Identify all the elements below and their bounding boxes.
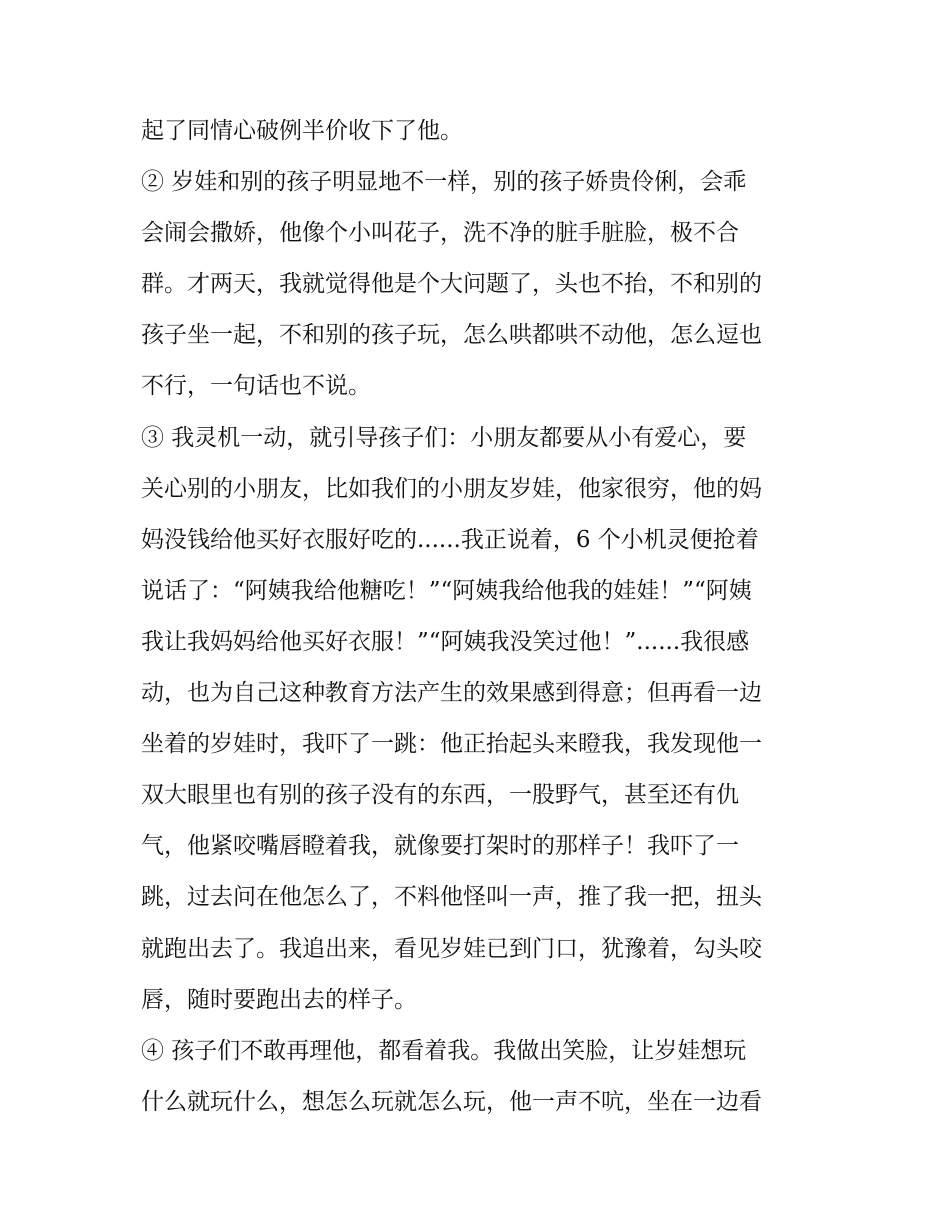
text-line: 气，他紧咬嘴唇瞪着我，就像要打架时的那样子！我吓了一 [141,833,739,860]
text-line: 坐着的岁娃时，我吓了一跳：他正抬起头来瞪我，我发现他一 [141,731,762,758]
text-line: 孩子坐一起，不和别的孩子玩，怎么哄都哄不动他，怎么逗也 [141,322,762,349]
text-line: 唇，随时要跑出去的样子。 [141,986,417,1013]
text-line: 什么就玩什么，想怎么玩就怎么玩，他一声不吭，坐在一边看 [141,1088,762,1115]
text-line: 双大眼里也有别的孩子没有的东西，一股野气，甚至还有仇 [141,782,739,809]
text-line: 妈没钱给他买好衣服好吃的......我正说着，6 个小机灵便抢着 [141,526,759,553]
text-line: 会闹会撒娇，他像个小叫花子，洗不净的脏手脏脸，极不合 [141,220,739,247]
text-line: ② 岁娃和别的孩子明显地不一样，别的孩子娇贵伶俐，会乖 [141,169,747,196]
text-line: 动，也为自己这种教育方法产生的效果感到得意；但再看一边 [141,680,762,707]
text-line: 跳，过去问在他怎么了，不料他怪叫一声，推了我一把，扭头 [141,884,762,911]
text-line: ④ 孩子们不敢再理他，都看着我。我做出笑脸，让岁娃想玩 [141,1037,747,1064]
text-line: 起了同情心破例半价收下了他。 [141,118,463,144]
text-line: 我让我妈妈给他买好衣服！”“阿姨我没笑过他！”......我很感 [141,628,750,655]
text-line: 群。才两天，我就觉得他是个大问题了，头也不抬，不和别的 [141,271,762,298]
text-line: 说话了：“阿姨我给他糖吃！”“阿姨我给他我的娃娃！”“阿姨 [141,577,752,604]
body-text [141,106,816,1128]
text-line: 关心别的小朋友，比如我们的小朋友岁娃，他家很穷，他的妈 [141,475,762,502]
text-line: ③ 我灵机一动，就引导孩子们：小朋友都要从小有爱心，要 [141,424,747,451]
text-line: 不行，一句话也不说。 [141,373,371,400]
text-line: 就跑出去了。我追出来，看见岁娃已到门口，犹豫着，勾头咬 [141,935,762,962]
